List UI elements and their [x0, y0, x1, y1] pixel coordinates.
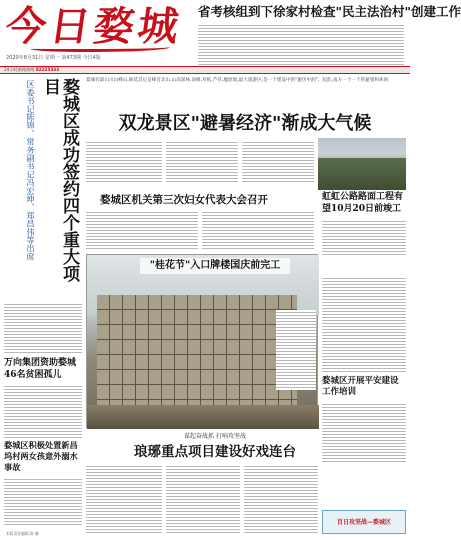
ad-banner[interactable]: [322, 510, 406, 534]
lead-headline[interactable]: 双龙景区"避暑经济"渐成大气候: [118, 113, 372, 134]
lead-photo-scene: [318, 158, 406, 190]
side-story-kicker: 区委书记陈锦、常务副书记冯宏坤、郑昌伟等出席: [26, 80, 36, 261]
lead-body-col-1: [86, 140, 162, 184]
women-congress-body-2: [202, 210, 314, 250]
logo-swoosh: [30, 44, 170, 52]
side-story[interactable]: [4, 78, 82, 354]
lead-body-col-2: [166, 140, 238, 184]
village-story[interactable]: [4, 440, 82, 536]
lead-photo: [318, 138, 406, 190]
road-headline[interactable]: 虹虹公路路面工程有望10月20日前竣工: [322, 192, 404, 214]
side-story-body-text: [4, 302, 82, 354]
top-story-body-text: [198, 23, 404, 67]
ground: [87, 405, 319, 429]
road-body-text: [322, 219, 406, 255]
info-bar: [0, 66, 410, 74]
project-kicker: 谋起奋战抓 打响攻坚战: [184, 433, 246, 440]
footer-editor: 本版责任编辑 陈 琳: [6, 531, 39, 536]
village-body-text: [4, 477, 82, 527]
issue-number: 第473期 今日4版: [61, 55, 101, 61]
lead-intro-text: 婺城有最山川山峰山,绵延其后是峰首北山,山高深林,南峰,草纸,芦草,魔原地,最大旅游区,是一个建设中的"避伏中洞"。起此,南方一个一个的避暑和休闲: [86, 78, 389, 83]
road-body-continued: [322, 276, 406, 372]
village-headline[interactable]: 婺城区积极处置新昌坞村两女孩意外溺水事故: [4, 440, 78, 472]
side-story-headline[interactable]: 婺城区成功签约四个重大项目: [40, 78, 79, 282]
gateway-caption-text: [276, 310, 316, 390]
wanke-story[interactable]: [4, 358, 82, 438]
project-body-col-3: [244, 464, 318, 534]
women-congress-body-1: [86, 210, 198, 250]
newspaper-logo: 今日婺城: [2, 3, 186, 50]
project-body-col-1: [86, 464, 162, 534]
hotline-label: 24小时新闻热线: [4, 67, 35, 72]
lead-body-col-3: [242, 140, 314, 184]
project-body-col-2: [166, 464, 240, 534]
project-headline[interactable]: 琅琊重点项目建设好戏连台: [134, 444, 296, 460]
top-story-headline[interactable]: 省考核组到下徐家村检查"民主法治村"创建工作: [198, 4, 461, 19]
hotline-number: 82225333: [35, 67, 60, 72]
wanke-headline[interactable]: 万向集团资助婺城46名贫困孤儿: [4, 358, 77, 380]
road-story[interactable]: [322, 192, 406, 272]
ad-banner-text[interactable]: 百日攻坚战—婺城区: [336, 519, 391, 526]
masthead: [0, 0, 461, 66]
safety-headline[interactable]: 婺城区开展平安建设工作培训: [322, 376, 399, 397]
top-story[interactable]: [198, 4, 461, 66]
women-congress-headline[interactable]: 婺城区机关第三次妇女代表大会召开: [100, 194, 268, 206]
wanke-body-text: [4, 384, 82, 438]
dateline: [6, 54, 196, 63]
safety-body-text: [322, 402, 406, 462]
safety-story[interactable]: [322, 376, 406, 464]
lead-intro: [86, 78, 408, 100]
issue-date: 2020年8月31日 星期一: [6, 55, 60, 61]
gateway-photo-caption[interactable]: "桂花节"入口牌楼国庆前完工: [140, 258, 290, 274]
